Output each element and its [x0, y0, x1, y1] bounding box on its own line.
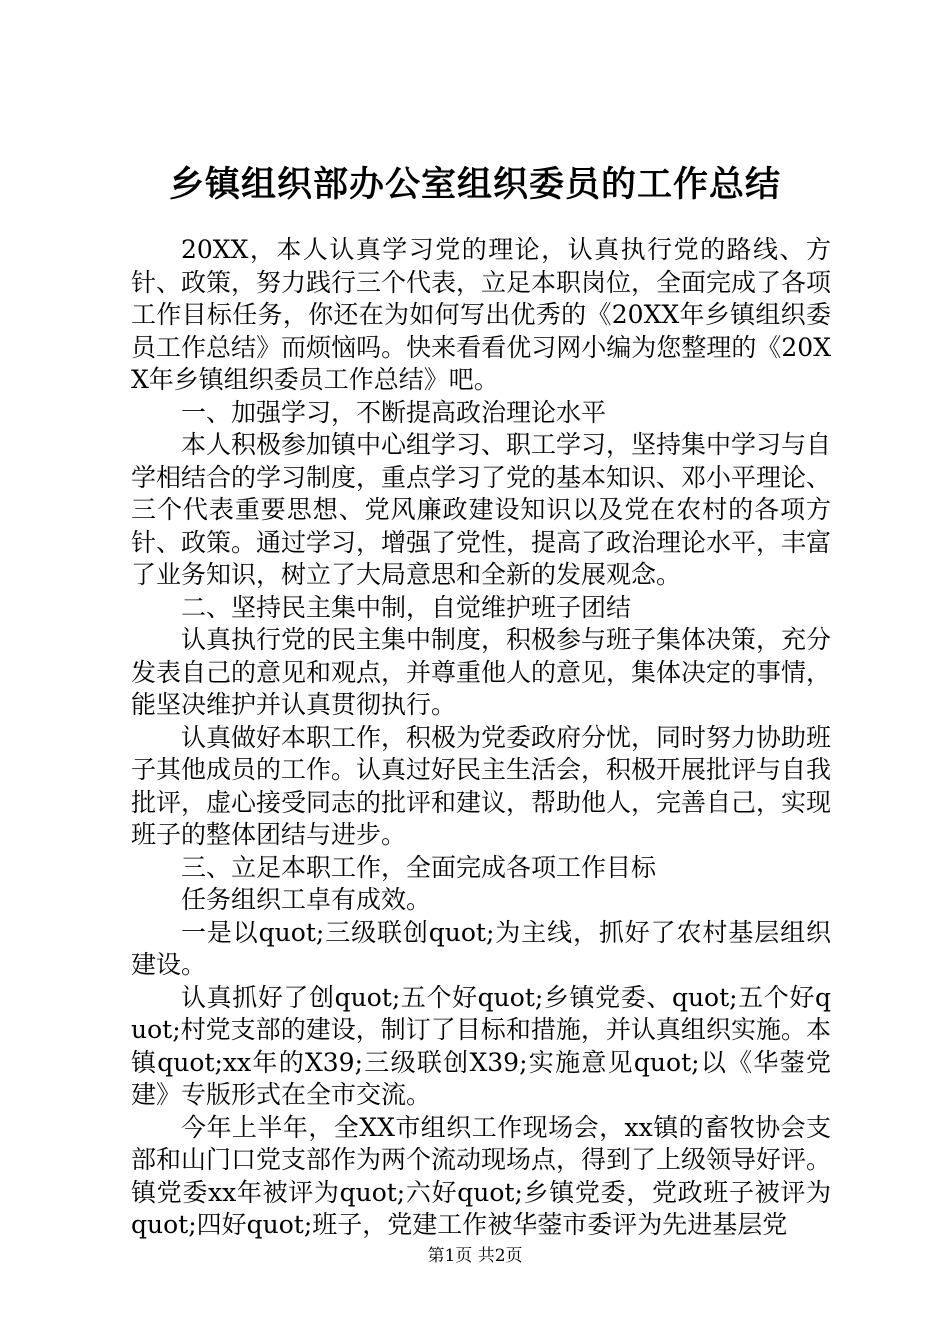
paragraph-duty: 认真做好本职工作，积极为党委政府分忧，同时努力协助班子其他成员的工作。认真过好民主生活会，积极开展批评与自我批评，虚心接受同志的批评和建议，帮助他人，完善自己，实现班子的整体团结与进步。	[131, 722, 832, 849]
page-indicator: 第1页 共2页	[427, 1246, 523, 1266]
section-heading-1: 一、加强学习，不断提高政治理论水平	[181, 397, 607, 427]
document-body	[131, 234, 831, 1242]
section-heading-3: 三、立足本职工作，全面完成各项工作目标	[181, 852, 657, 882]
paragraph-intro: 20XX，本人认真学习党的理论，认真执行党的路线、方针、政策，努力践行三个代表，立足本职岗位，全面完成了各项工作目标任务，你还在为如何写出优秀的《20XX年乡镇组织委员工作总结》而烦恼吗。快来看看优习网小编为您整理的《20XX年乡镇组织委员工作总结》吧。	[131, 235, 832, 394]
section-heading-2: 二、坚持民主集中制，自觉维护班子团结	[181, 592, 632, 622]
paragraph-five-good: 认真抓好了创quot;五个好quot;乡镇党委、quot;五个好quot;村党支部的建设，制订了目标和措施，并认真组织实施。本镇quot;xx年的X39;三级联创X39;实施意见quot;以《华蓥党建》专版形式在全市交流。	[131, 982, 831, 1109]
paragraph-study: 本人积极参加镇中心组学习、职工学习，坚持集中学习与自学相结合的学习制度，重点学习了党的基本知识、邓小平理论、三个代表重要思想、党风廉政建设知识以及党在农村的各项方针、政策。通过学习，增强了党性，提高了政治理论水平，丰富了业务知识，树立了大局意思和全新的发展观念。	[131, 430, 832, 589]
document-title: 乡镇组织部办公室组织委员的工作总结	[168, 164, 781, 205]
paragraph-first-point: 一是以quot;三级联创quot;为主线，抓好了农村基层组织建设。	[131, 917, 831, 979]
paragraph-tasks: 任务组织工卓有成效。	[181, 885, 432, 914]
paragraph-democracy: 认真执行党的民主集中制度，积极参与班子集体决策，充分发表自己的意见和观点，并尊重他人的意见，集体决定的事情，能坚决维护并认真贯彻执行。	[131, 625, 832, 719]
paragraph-achievements: 今年上半年，全XX市组织工作现场会，xx镇的畜牧协会支部和山门口党支部作为两个流动现场点，得到了上级领导好评。镇党委xx年被评为quot;六好quot;乡镇党委，党政班子被评为quot;四好quot;班子，党建工作被华蓥市委评为先进基层党	[131, 1112, 832, 1239]
